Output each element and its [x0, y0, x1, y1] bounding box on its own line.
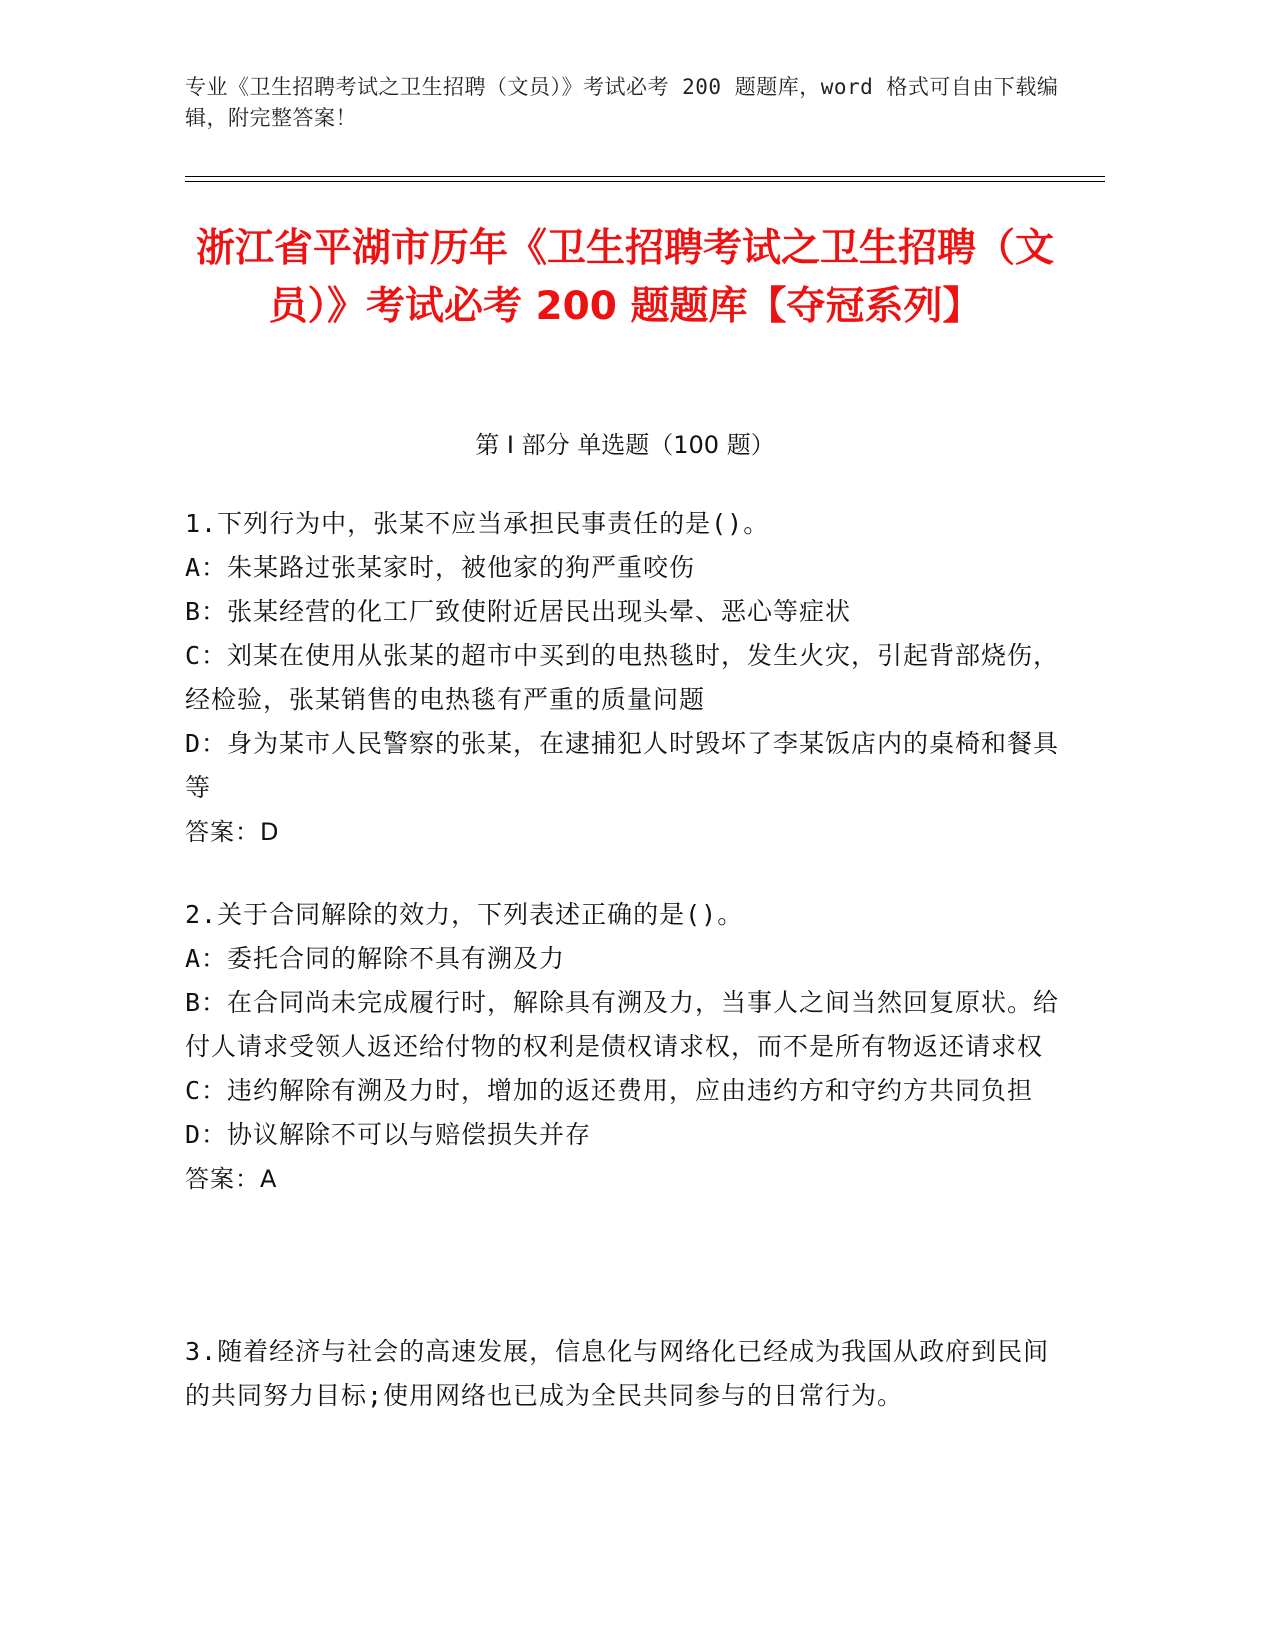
question-stem: 1.下列行为中，张某不应当承担民事责任的是()。: [185, 509, 770, 538]
option-c: C：刘某在使用从张某的超市中买到的电热毯时，发生火灾，引起背部烧伤，经检验，张某销售的电热毯有严重的质量问题: [185, 641, 1060, 714]
question-3: [185, 1330, 1065, 1418]
header-rule-bottom: [185, 181, 1105, 182]
section-heading: 第 I 部分 单选题（100 题）: [475, 431, 775, 459]
question-stem: 3.随着经济与社会的高速发展，信息化与网络化已经成为我国从政府到民间的共同努力目标;使用网络也已成为全民共同参与的日常行为。: [185, 1337, 1050, 1410]
question-stem: 2.关于合同解除的效力，下列表述正确的是()。: [185, 900, 744, 929]
option-b: B：在合同尚未完成履行时，解除具有溯及力，当事人之间当然回复原状。给付人请求受领人返还给付物的权利是债权请求权，而不是所有物返还请求权: [185, 988, 1060, 1061]
option-c: C：违约解除有溯及力时，增加的返还费用，应由违约方和守约方共同负担: [185, 1076, 1034, 1105]
option-a: A：朱某路过张某家时，被他家的狗严重咬伤: [185, 553, 696, 582]
header-rule-top: [185, 176, 1105, 177]
question-1: [185, 502, 1065, 854]
answer: 答案：D: [185, 818, 280, 846]
option-a: A：委托合同的解除不具有溯及力: [185, 944, 566, 973]
option-d: D：身为某市人民警察的张某，在逮捕犯人时毁坏了李某饭店内的桌椅和餐具等: [185, 729, 1060, 802]
question-2: [185, 893, 1065, 1201]
option-b: B：张某经营的化工厂致使附近居民出现头晕、恶心等症状: [185, 597, 852, 626]
document-title: 浙江省平湖市历年《卫生招聘考试之卫生招聘（文员）》考试必考 200 题题库【夺冠系列】: [195, 226, 1054, 329]
option-d: D：协议解除不可以与赔偿损失并存: [185, 1120, 592, 1149]
answer: 答案：A: [185, 1165, 278, 1193]
header-note: 专业《卫生招聘考试之卫生招聘（文员）》考试必考 200 题题库，word 格式可自由下载编辑，附完整答案！: [185, 75, 1059, 130]
